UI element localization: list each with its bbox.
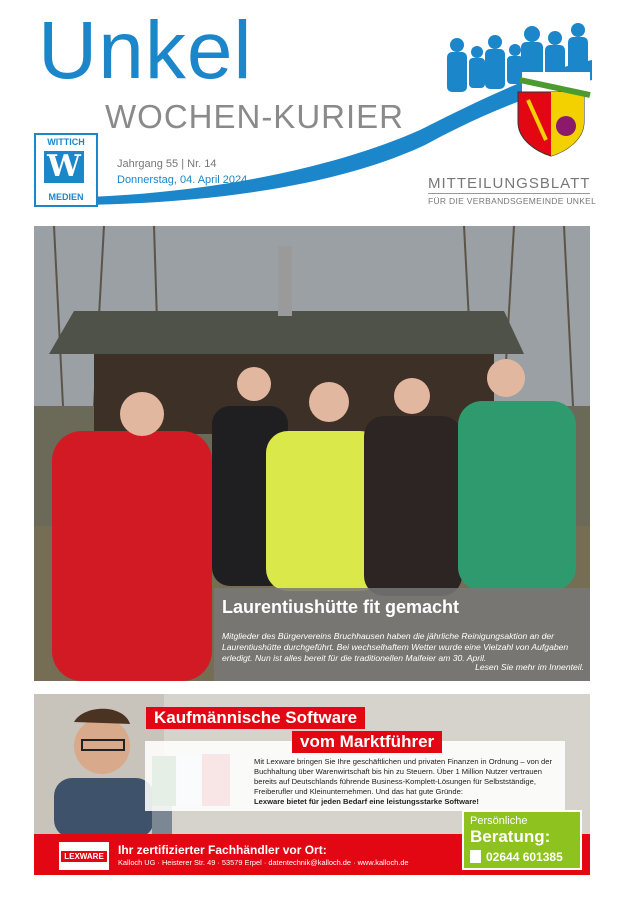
publisher-name-top: WITTICH <box>47 137 85 147</box>
hut-roof <box>49 311 524 354</box>
ad-body: Mit Lexware bringen Sie Ihre geschäftlichen und privaten Finanzen in Ordnung – von der Buchhaltung über Warenwirtschaft bis hin zu Steuern. Über 1 Million Nutzer vertrauen bereits auf Deutschlands führende Business-Komplett-Lösungen für Selbstständige, Freiberufler und Kleinunternehmen. Und das hat gute Gründe: <box>254 757 553 796</box>
lead-headline: Laurentiushütte fit gemacht <box>222 597 460 617</box>
consult-phone: 02644 601385 <box>486 850 563 864</box>
consult-line-1: Persönliche <box>470 815 528 827</box>
bulletin-divider <box>428 193 590 194</box>
consultation-badge <box>462 810 582 870</box>
wittich-medien-logo <box>34 133 98 207</box>
chimney <box>278 246 292 316</box>
consult-line-2: Beratung: <box>470 827 551 846</box>
issue-info <box>117 158 247 186</box>
publisher-name-bottom: MEDIEN <box>48 192 84 202</box>
issue-date: Donnerstag, 04. April 2024 <box>117 174 248 186</box>
bulletin-title: MITTEILUNGSBLATT <box>428 175 591 192</box>
lexware-logo <box>59 842 109 870</box>
ad-headline-2: vom Marktführer <box>292 731 442 753</box>
ad-headline-1: Kaufmännische Software <box>146 707 365 729</box>
lead-read-more: Lesen Sie mehr im Innenteil. <box>475 662 584 672</box>
phone-icon <box>470 850 481 863</box>
ad-claim: Lexware bietet für jeden Bedarf eine leistungsstarke Software! <box>254 797 479 806</box>
lead-body: Mitglieder des Bürgervereins Bruchhausen haben die jährliche Reinigungsaktion an der Laurentiushütte durchgeführt. Bei wechselhaftem Wetter wurde eine Vielzahl von Aufgaben erledigt. Nun ist alles bereit für die traditionellen Maifeier am 30. April. <box>222 631 569 663</box>
masthead-title: Unkel <box>38 5 253 96</box>
ad-dealer: Ihr zertifizierter Fachhändler vor Ort: <box>118 843 327 857</box>
ad-address: Kalloch UG · Heisterer Str. 49 · 53579 Erpel · datentechnik@kalloch.de · www.kalloch.de <box>118 858 409 867</box>
lexware-logo-text: LEXWARE <box>61 851 107 862</box>
masthead-subtitle: WOCHEN-KURIER <box>105 98 404 135</box>
issue-number: Jahrgang 55 | Nr. 14 <box>117 158 217 170</box>
municipal-crest-icon <box>518 72 590 156</box>
bulletin-subtitle: FÜR DIE VERBANDSGEMEINDE UNKEL <box>428 196 597 206</box>
publisher-glyph: W <box>44 151 84 183</box>
